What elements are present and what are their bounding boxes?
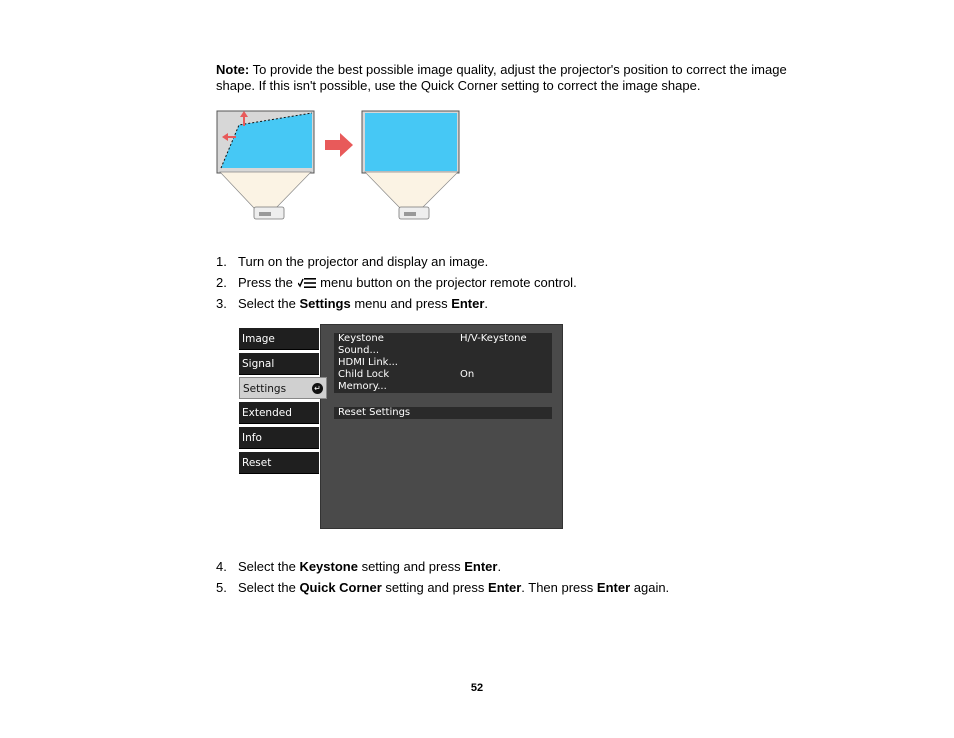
menu-row-hdmi-link[interactable]: HDMI Link... bbox=[334, 357, 552, 369]
after-screen bbox=[362, 111, 459, 173]
keystone-illustration bbox=[216, 108, 466, 224]
menu-list-icon bbox=[298, 277, 316, 289]
menu-row-reset-settings[interactable]: Reset Settings bbox=[334, 407, 552, 419]
before-screen bbox=[217, 111, 314, 173]
note-label: Note: bbox=[216, 62, 250, 77]
menu-row-keystone[interactable]: Keystone H/V-Keystone bbox=[334, 333, 552, 345]
menu-row-sound[interactable]: Sound... bbox=[334, 345, 552, 357]
menu-row-child-lock[interactable]: Child Lock On bbox=[334, 369, 552, 381]
before-projector bbox=[220, 172, 311, 219]
menu-tab-signal[interactable]: Signal bbox=[239, 353, 319, 375]
note-line2: shape. If this isn't possible, use the Quick Corner setting to correct the image shape. bbox=[216, 77, 701, 93]
menu-tab-extended[interactable]: Extended bbox=[239, 402, 319, 424]
enter-icon: ↵ bbox=[312, 383, 323, 394]
note-paragraph bbox=[216, 62, 816, 93]
menu-row-memory[interactable]: Memory... bbox=[334, 381, 552, 393]
after-projector bbox=[365, 172, 458, 219]
projector-menu bbox=[238, 324, 562, 528]
right-arrow-icon bbox=[325, 133, 353, 157]
page-number: 52 bbox=[470, 682, 484, 694]
menu-tab-settings[interactable]: Settings ↵ bbox=[239, 377, 327, 399]
menu-tab-info[interactable]: Info bbox=[239, 427, 319, 449]
menu-tab-reset[interactable]: Reset bbox=[239, 452, 319, 474]
note-line1: To provide the best possible image quality, adjust the projector's position to correct the image bbox=[249, 62, 787, 77]
menu-tab-image[interactable]: Image bbox=[239, 328, 319, 350]
